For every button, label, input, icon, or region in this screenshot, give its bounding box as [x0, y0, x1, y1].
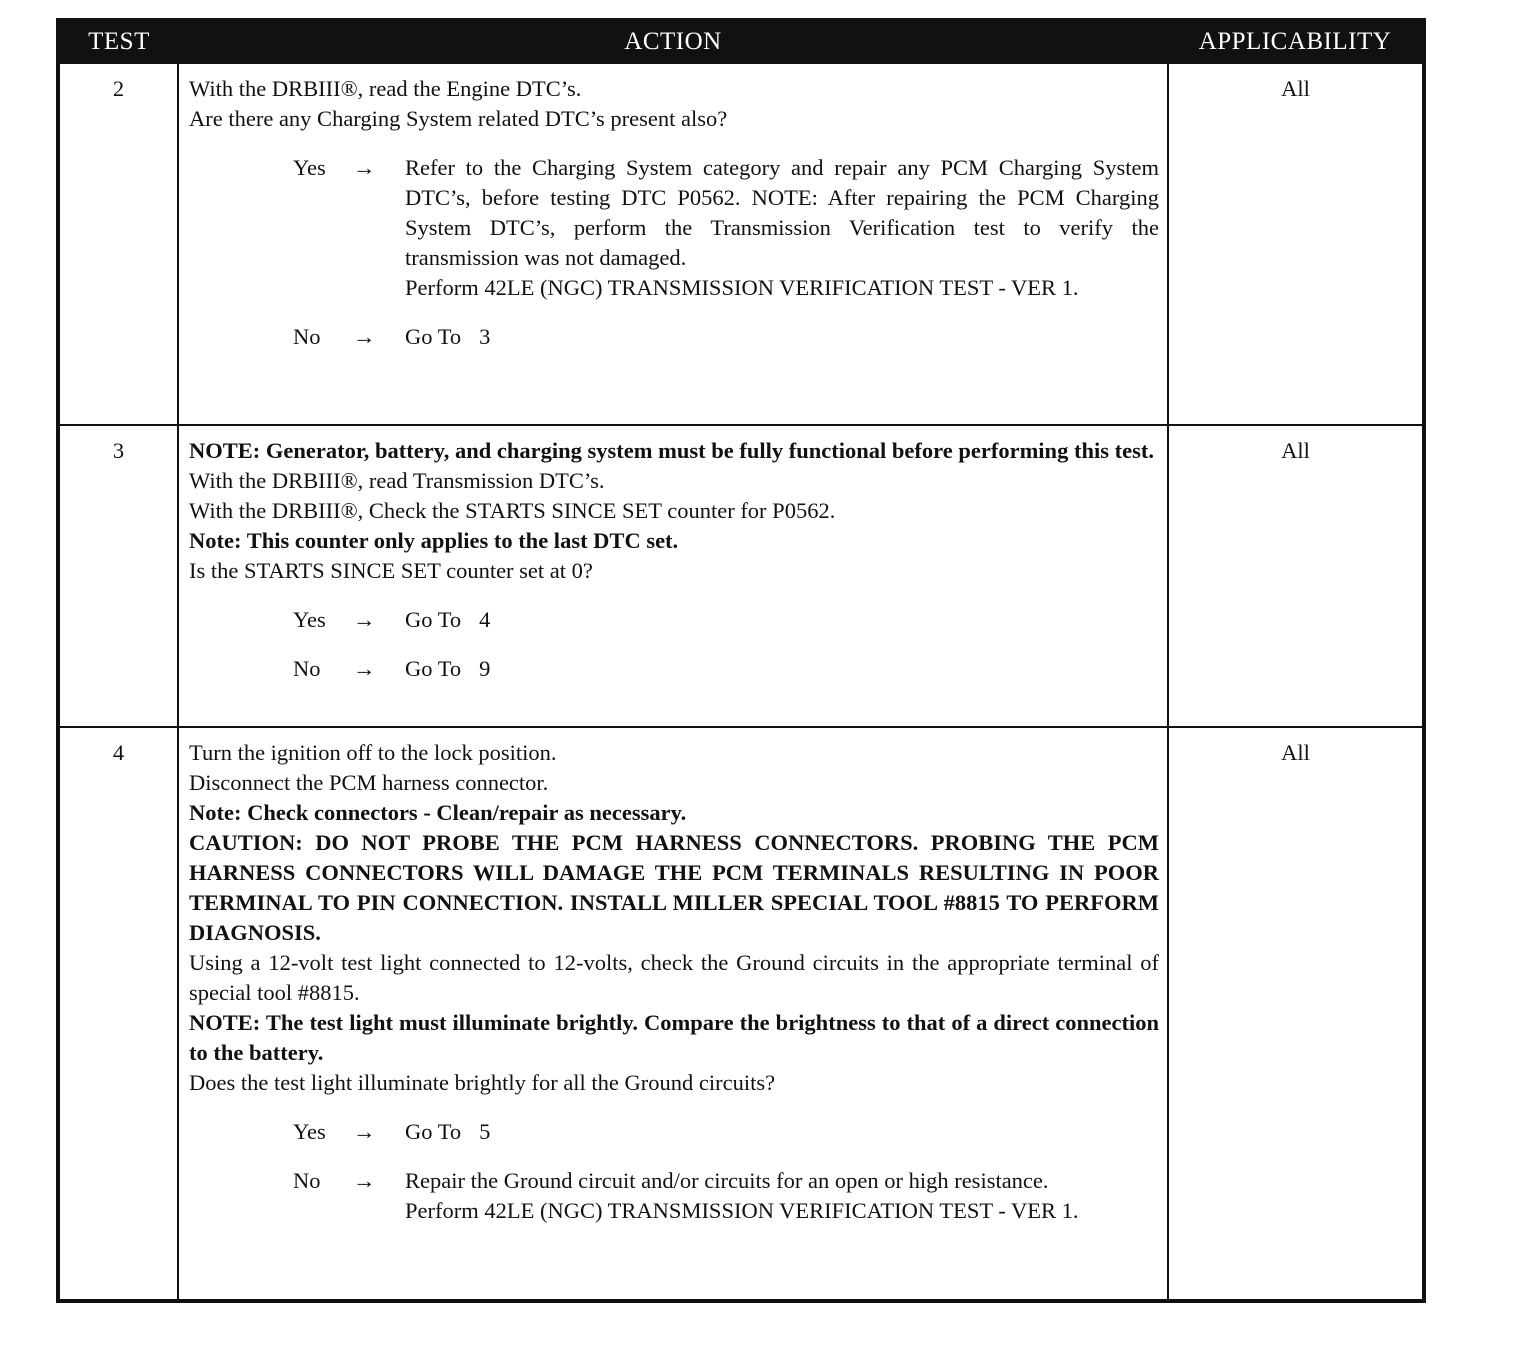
action-cell: [178, 727, 1168, 1301]
no-result: [405, 322, 1159, 352]
action-text: Is the STARTS SINCE SET counter set at 0?: [189, 558, 593, 583]
action-note: Note: This counter only applies to the last DTC set.: [189, 528, 679, 553]
test-number: 2: [58, 63, 178, 425]
action-note: NOTE: The test light must illuminate brightly. Compare the brightness to that of a direct connection to the battery.: [189, 1010, 1159, 1065]
action-text: With the DRBIII®, Check the STARTS SINCE SET counter for P0562.: [189, 498, 836, 523]
answer-choices: [189, 1117, 1159, 1226]
yes-result: [405, 153, 1159, 303]
result-text: Repair the Ground circuit and/or circuits for an open or high resistance.: [405, 1168, 1049, 1193]
answer-choices: [189, 605, 1159, 684]
no-result: [405, 654, 1159, 684]
arrow-right-icon: →: [353, 324, 376, 349]
header-applicability: APPLICABILITY: [1168, 20, 1424, 63]
goto-label: Go To: [405, 607, 462, 632]
action-text: Disconnect the PCM harness connector.: [189, 770, 549, 795]
yes-choice: [293, 153, 1159, 303]
result-text: Perform 42LE (NGC) TRANSMISSION VERIFICATION TEST - VER 1.: [405, 1198, 1079, 1223]
yes-label: Yes: [293, 607, 326, 632]
action-cell: [178, 63, 1168, 425]
no-label: No: [293, 1168, 321, 1193]
arrow-right-icon: →: [353, 1119, 376, 1144]
result-text: Perform 42LE (NGC) TRANSMISSION VERIFICATION TEST - VER 1.: [405, 275, 1079, 300]
yes-result: [405, 605, 1159, 635]
action-text: Using a 12-volt test light connected to 12-volts, check the Ground circuits in the appropriate terminal of special tool #8815.: [189, 950, 1159, 1005]
table-row: [58, 425, 1424, 727]
action-cell: [178, 425, 1168, 727]
test-number: 4: [58, 727, 178, 1301]
yes-choice: [293, 605, 1159, 635]
table-row: [58, 727, 1424, 1301]
test-number: 3: [58, 425, 178, 727]
action-text: Are there any Charging System related DTC’s present also?: [189, 106, 728, 131]
header-test: TEST: [58, 20, 178, 63]
yes-choice: [293, 1117, 1159, 1147]
goto-label: Go To: [405, 656, 462, 681]
diagnostic-table: [56, 18, 1426, 1303]
yes-label: Yes: [293, 155, 326, 180]
arrow-right-icon: →: [353, 607, 376, 632]
action-note: Note: Check connectors - Clean/repair as necessary.: [189, 800, 687, 825]
action-note: NOTE: Generator, battery, and charging system must be fully functional before performing this test.: [189, 438, 1154, 463]
no-choice: [293, 1166, 1159, 1226]
action-text: With the DRBIII®, read the Engine DTC’s.: [189, 76, 582, 101]
arrow-right-icon: →: [353, 1168, 376, 1193]
action-text: Does the test light illuminate brightly for all the Ground circuits?: [189, 1070, 776, 1095]
applicability-value: All: [1168, 63, 1424, 425]
applicability-value: All: [1168, 727, 1424, 1301]
arrow-right-icon: →: [353, 656, 376, 681]
goto-label: Go To: [405, 324, 462, 349]
no-label: No: [293, 324, 321, 349]
goto-number: 3: [479, 324, 491, 349]
yes-label: Yes: [293, 1119, 326, 1144]
answer-choices: [189, 153, 1159, 352]
goto-number: 5: [479, 1119, 491, 1144]
result-text: Refer to the Charging System category and repair any PCM Charging System DTC’s, before testing DTC P0562. NOTE: After repairing the PCM Charging System DTC’s, perform the Transmission Verification test to verify the transmission was not damaged.: [405, 155, 1159, 270]
goto-label: Go To: [405, 1119, 462, 1144]
action-caution: CAUTION: DO NOT PROBE THE PCM HARNESS CONNECTORS. PROBING THE PCM HARNESS CONNECTORS WILL DAMAGE THE PCM TERMINALS RESULTING IN POOR TERMINAL TO PIN CONNECTION. INSTALL MILLER SPECIAL TOOL #8815 TO PERFORM DIAGNOSIS.: [189, 830, 1159, 945]
action-text: With the DRBIII®, read Transmission DTC’s.: [189, 468, 605, 493]
goto-number: 4: [479, 607, 491, 632]
no-result: [405, 1166, 1159, 1226]
no-choice: [293, 654, 1159, 684]
table-header-row: [58, 20, 1424, 63]
no-choice: [293, 322, 1159, 352]
no-label: No: [293, 656, 321, 681]
arrow-right-icon: →: [353, 155, 376, 180]
applicability-value: All: [1168, 425, 1424, 727]
yes-result: [405, 1117, 1159, 1147]
table-row: [58, 63, 1424, 425]
goto-number: 9: [479, 656, 491, 681]
header-action: ACTION: [178, 20, 1168, 63]
action-text: Turn the ignition off to the lock position.: [189, 740, 557, 765]
diagnostic-page: [56, 18, 1422, 1303]
